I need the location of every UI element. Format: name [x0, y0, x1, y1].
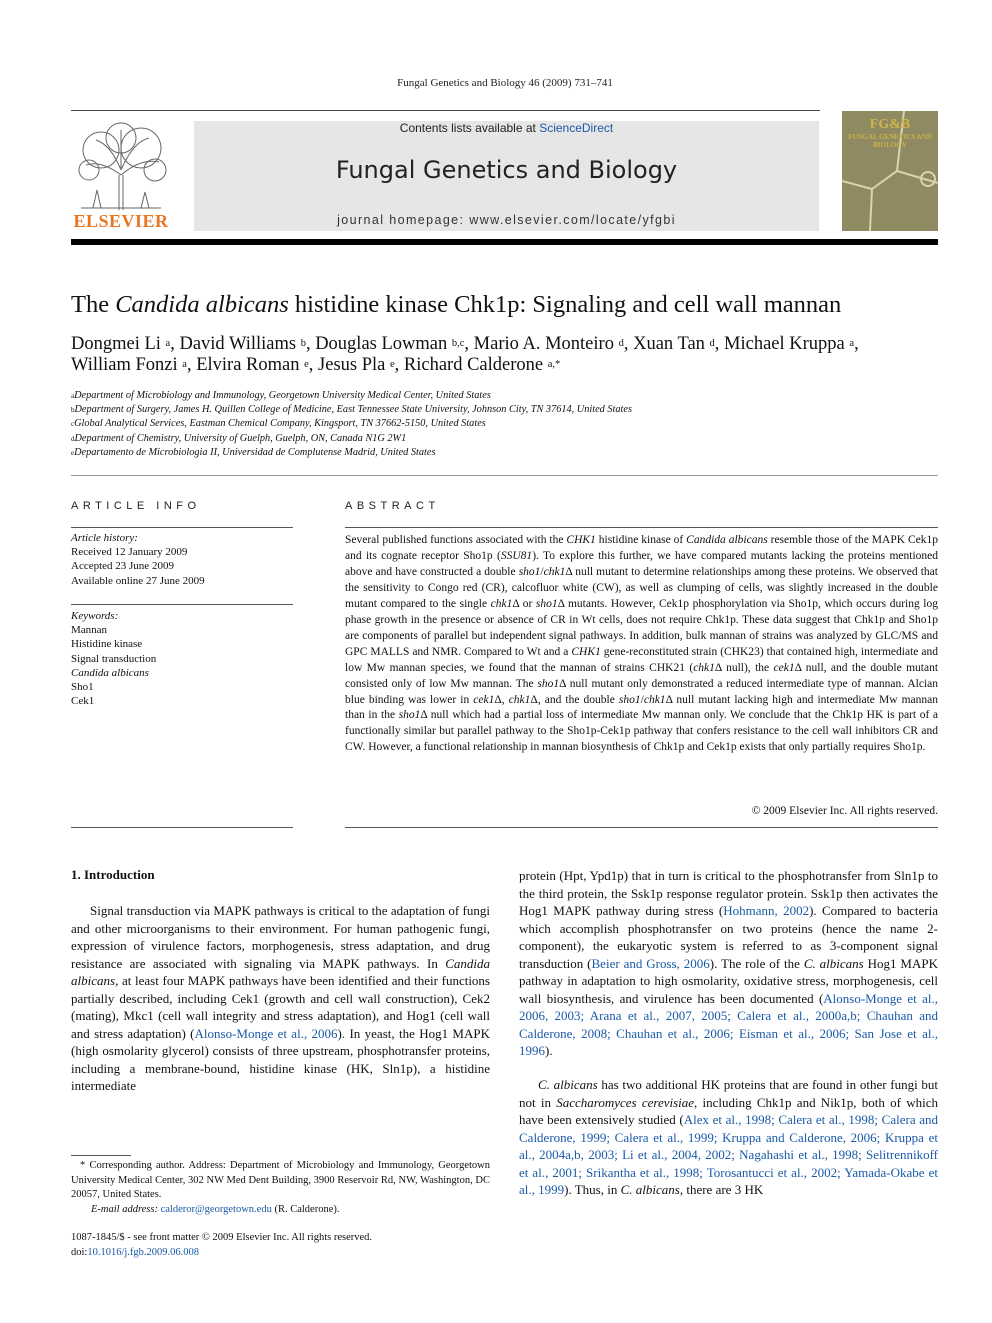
affiliation-item: $^b$Department of Surgery, James H. Quillen College of Medicine, East Tennessee State University, Johnson City, TN 37614, United States: [71, 404, 632, 416]
journal-citation: Fungal Genetics and Biology 46 (2009) 731–741: [397, 77, 613, 89]
affiliation-item: $^d$Department of Chemistry, University of Guelph, Guelph, ON, Canada N1G 2W1: [71, 432, 407, 444]
sciencedirect-link[interactable]: ScienceDirect: [539, 121, 614, 135]
email-link[interactable]: calderor@georgetown.edu: [160, 1203, 272, 1215]
divider: [71, 604, 293, 605]
author-name[interactable]: Douglas Lowman: [315, 334, 448, 354]
corresponding-author-note: * Corresponding author. Address: Department of Microbiology and Immunology, Georgetown University Medical Center, 302 NW Med Dent Building, 3900 Reservoir Rd, NW, Washington, DC 20057, United States. E-mail address: calderor@georgetown.edu (R. Calderone).: [71, 1160, 491, 1215]
author-name[interactable]: Xuan Tan: [633, 334, 705, 354]
author-aff[interactable]: a: [849, 338, 855, 349]
author-aff[interactable]: a,*: [547, 359, 561, 370]
divider: [71, 475, 938, 476]
author-name[interactable]: Jesus Pla: [318, 355, 386, 375]
journal-homepage[interactable]: journal homepage: www.elsevier.com/locate/yfgbi: [337, 213, 676, 227]
intro-paragraph: Signal transduction via MAPK pathways is critical to the adaptation of fungi and other microorganisms to their environment. For human pathogenic fungi, expression of virulence factors, morphogenesis, stress adaptation, and drug resistance are associated with signaling via MAPK pathways. In Candida albicans, at least four MAPK pathways have been identified and their functions partially described, including Cek1 (growth and cell wall construction), Cek2 (mating), Mkc1 (cell wall integrity and stress adaptation), and Hog1 (cell wall and stress adaptation) (Alonso-Monge et al., 2006). In yeast, the Hog1 MAPK (high osmolarity glycerol) consists of three upstream, phosphotransfer proteins, including a membrane-bound, histidine kinase (HK, Sln1p), a histidine intermediate: [71, 903, 490, 1093]
keyword: Mannan: [71, 624, 108, 637]
abstract-heading: ABSTRACT: [345, 500, 440, 512]
affiliation-list: [71, 389, 941, 460]
contents-line: Contents lists available at ScienceDirect: [399, 121, 614, 135]
author-aff[interactable]: b: [300, 338, 306, 349]
keywords: Keywords: Mannan Histidine kinase Signal transduction Candida albicans Sho1 Cek1: [71, 609, 293, 708]
citation-link[interactable]: Beier and Gross, 2006: [591, 955, 710, 971]
affiliation-item: $^a$Department of Microbiology and Immunology, Georgetown University Medical Center, United States: [71, 390, 491, 401]
author-name[interactable]: Mario A. Monteiro: [473, 334, 614, 354]
issn-doi: 1087-1845/$ - see front matter © 2009 Elsevier Inc. All rights reserved. doi:10.1016/j.fgb.2009.06.008: [71, 1232, 373, 1258]
doi-link[interactable]: 10.1016/j.fgb.2009.06.008: [87, 1246, 200, 1258]
header-rule: [71, 110, 820, 111]
author-aff[interactable]: e: [389, 359, 395, 370]
footnote-rule: [71, 1155, 131, 1156]
citation-link[interactable]: Alonso-Monge et al., 2006, 2003; Arana et al., 2007, 2005; Calera et al., 2000a,b; Chauhan and Calderone, 2008; Chauhan et al., 2006; Eisman et al., 2006; San Jose et al., 1996: [519, 990, 938, 1058]
author-aff[interactable]: b,c: [451, 338, 465, 349]
divider: [71, 827, 293, 828]
author-aff[interactable]: a: [165, 338, 171, 349]
keyword: Sho1: [71, 681, 94, 694]
author-name[interactable]: David Williams: [179, 334, 297, 354]
intro-paragraph: protein (Hpt, Ypd1p) that in turn is critical to the phosphotransfer from Sln1p to the third protein, the Ssk1p response regulator protein. Ssk1p then activates the Hog1 MAPK pathway during stress (Hohmann, 2002). Compared to bacteria which accomplish phosphotransfer on two proteins (hence the name 2-component), the eukaryotic system is referred to as 3-component signal transduction (Beier and Gross, 2006). The role of the C. albicans Hog1 MAPK pathway in adaptation to high osmolarity, oxidative stress, morphogenesis, cell wall biosynthesis, and virulence has been documented (Alonso-Monge et al., 2006, 2003; Arana et al., 2007, 2005; Calera et al., 2000a,b; Chauhan and Calderone, 2008; Chauhan et al., 2006; Eisman et al., 2006; San Jose et al., 1996).: [519, 868, 938, 1058]
affiliation-item: $^e$Departamento de Microbiologia II, Universidad de Complutense Madrid, United States: [71, 446, 436, 458]
abstract-copyright: © 2009 Elsevier Inc. All rights reserved.: [751, 805, 938, 817]
journal-name: Fungal Genetics and Biology: [335, 156, 678, 184]
keyword: Candida albicans: [71, 666, 149, 679]
author-name[interactable]: Elvira Roman: [196, 355, 300, 375]
author-aff[interactable]: d: [618, 338, 624, 349]
article-title: The Candida albicans histidine kinase Chk1p: Signaling and cell wall mannan: [71, 291, 842, 318]
article-info-heading: ARTICLE INFO: [71, 500, 201, 512]
divider: [345, 827, 938, 828]
cover-title: FG&B FUNGAL GENETICS AND BIOLOGY: [848, 117, 932, 149]
author-name[interactable]: Michael Kruppa: [724, 334, 845, 354]
abstract-text: Several published functions associated with the CHK1 histidine kinase of Candida albicans resemble those of the MAPK Cek1p and its cognate receptor Sho1p (SSU81). To explore this further, we have compared mutants lacking the proteins mentioned above and have constructed a double sho1/chk1Δ null mutant to determine relationships among these proteins. We observed that the sensitivity to Congo red (CR), calcofluor white (CW), as well as clumping of cells, was slightly increased in the double mutant compared to the single chk1Δ or sho1Δ mutants. However, Cek1p phosphorylation via Sho1p, which occurs during log phase growth in the presence or absence of CR in Wt cells, does not require Chk1p. These data suggest that Chk1p and Sho1p are components of parallel but independent signal pathways. In addition, bulk mannan of strains was analyzed by GLC/MS and GPC MALLS and NMR. Compared to Wt and a CHK1 gene-reconstituted strain (CHK23) that contained high, intermediate and low Mw mannan species, we found that the mannan of strains CHK21 (chk1Δ null), the cek1Δ null, and the double mutant consisted only of low Mw mannan. The sho1Δ null mutant only demonstrated a reduced intermediate type of mannan. Alcian blue binding was lower in cek1Δ, chk1Δ, and the double sho1/chk1Δ null mutant lacking high and intermediate Mw mannan than in the sho1Δ null which had a partial loss of intermediate Mw mannan only. We conclude that the Chk1p HK is part of a functionally similar but parallel pathway to the Sho1p-Cek1p pathway that confers resistance to the cell wall inhibitors CR and CW. However, a functional relationship in mannan biosynthesis of Chk1p and Cek1p exists that only partially requires Sho1p.: [345, 534, 939, 754]
affiliation-item: $^c$Global Analytical Services, Eastman Chemical Company, Kingsport, TN 37662-5150, United States: [71, 418, 486, 430]
author-list: Dongmei Li $^a$, David Williams $^b$, Douglas Lowman $^{b,c}$, Mario A. Monteiro $^d$, Xuan Tan $^d$, Michael Kruppa $^a$, William Fonzi $^a$, Elvira Roman $^e$, Jesus Pla $^e$, Richard Calderone $^{a,*}$: [71, 334, 859, 375]
intro-heading: 1. Introduction: [71, 867, 155, 882]
author-name[interactable]: Richard Calderone: [403, 355, 544, 375]
author-aff[interactable]: e: [304, 359, 309, 370]
divider: [345, 527, 938, 528]
intro-paragraph: C. albicans has two additional HK proteins that are found in other fungi but not in Saccharomyces cerevisiae, including Chk1p and Nik1p, both of which have been extensively studied (Alex et al., 1998; Calera et al., 1998; Calera and Calderone, 1999; Calera et al., 1999; Kruppa and Calderone, 2006; Kruppa et al., 2004a,b, 2003; Li et al., 2004, 2002; Nagahashi et al., 1998; Selitrennikoff et al., 2001; Srikantha et al., 1998; Torosantucci et al., 2002; Yamada-Okabe et al., 1999). Thus, in C. albicans, there are 3 HK: [519, 1077, 938, 1197]
journal-cover-image: [842, 111, 938, 231]
citation-link[interactable]: Hohmann, 2002: [723, 903, 810, 918]
keyword: Histidine kinase: [71, 638, 143, 651]
author-aff[interactable]: d: [709, 338, 715, 349]
author-name[interactable]: William Fonzi: [71, 355, 178, 375]
header-thick-rule: [71, 239, 938, 245]
keyword: Signal transduction: [71, 652, 157, 665]
author-aff[interactable]: a: [182, 359, 187, 370]
keyword: Cek1: [71, 695, 95, 708]
elsevier-wordmark: ELSEVIER: [73, 211, 169, 231]
divider: [71, 527, 293, 528]
author-name[interactable]: Dongmei Li: [71, 334, 161, 354]
article-history: Article history: Received 12 January 2009 Accepted 23 June 2009 Available online 27 June 2009: [71, 532, 205, 587]
citation-link[interactable]: Alex et al., 1998; Calera et al., 1998; Calera and Calderone, 1999; Calera et al., 1999; Kruppa and Calderone, 2006; Kruppa et al., 2004a,b, 2003; Li et al., 2004, 2002; Nagahashi et al., 1998; Selitrennikoff et al., 2001; Srikantha et al., 1998; Torosantucci et al., 2002; Yamada-Okabe et al., 1999: [519, 1112, 938, 1197]
citation-link[interactable]: Alonso-Monge et al., 2006: [194, 1025, 338, 1041]
